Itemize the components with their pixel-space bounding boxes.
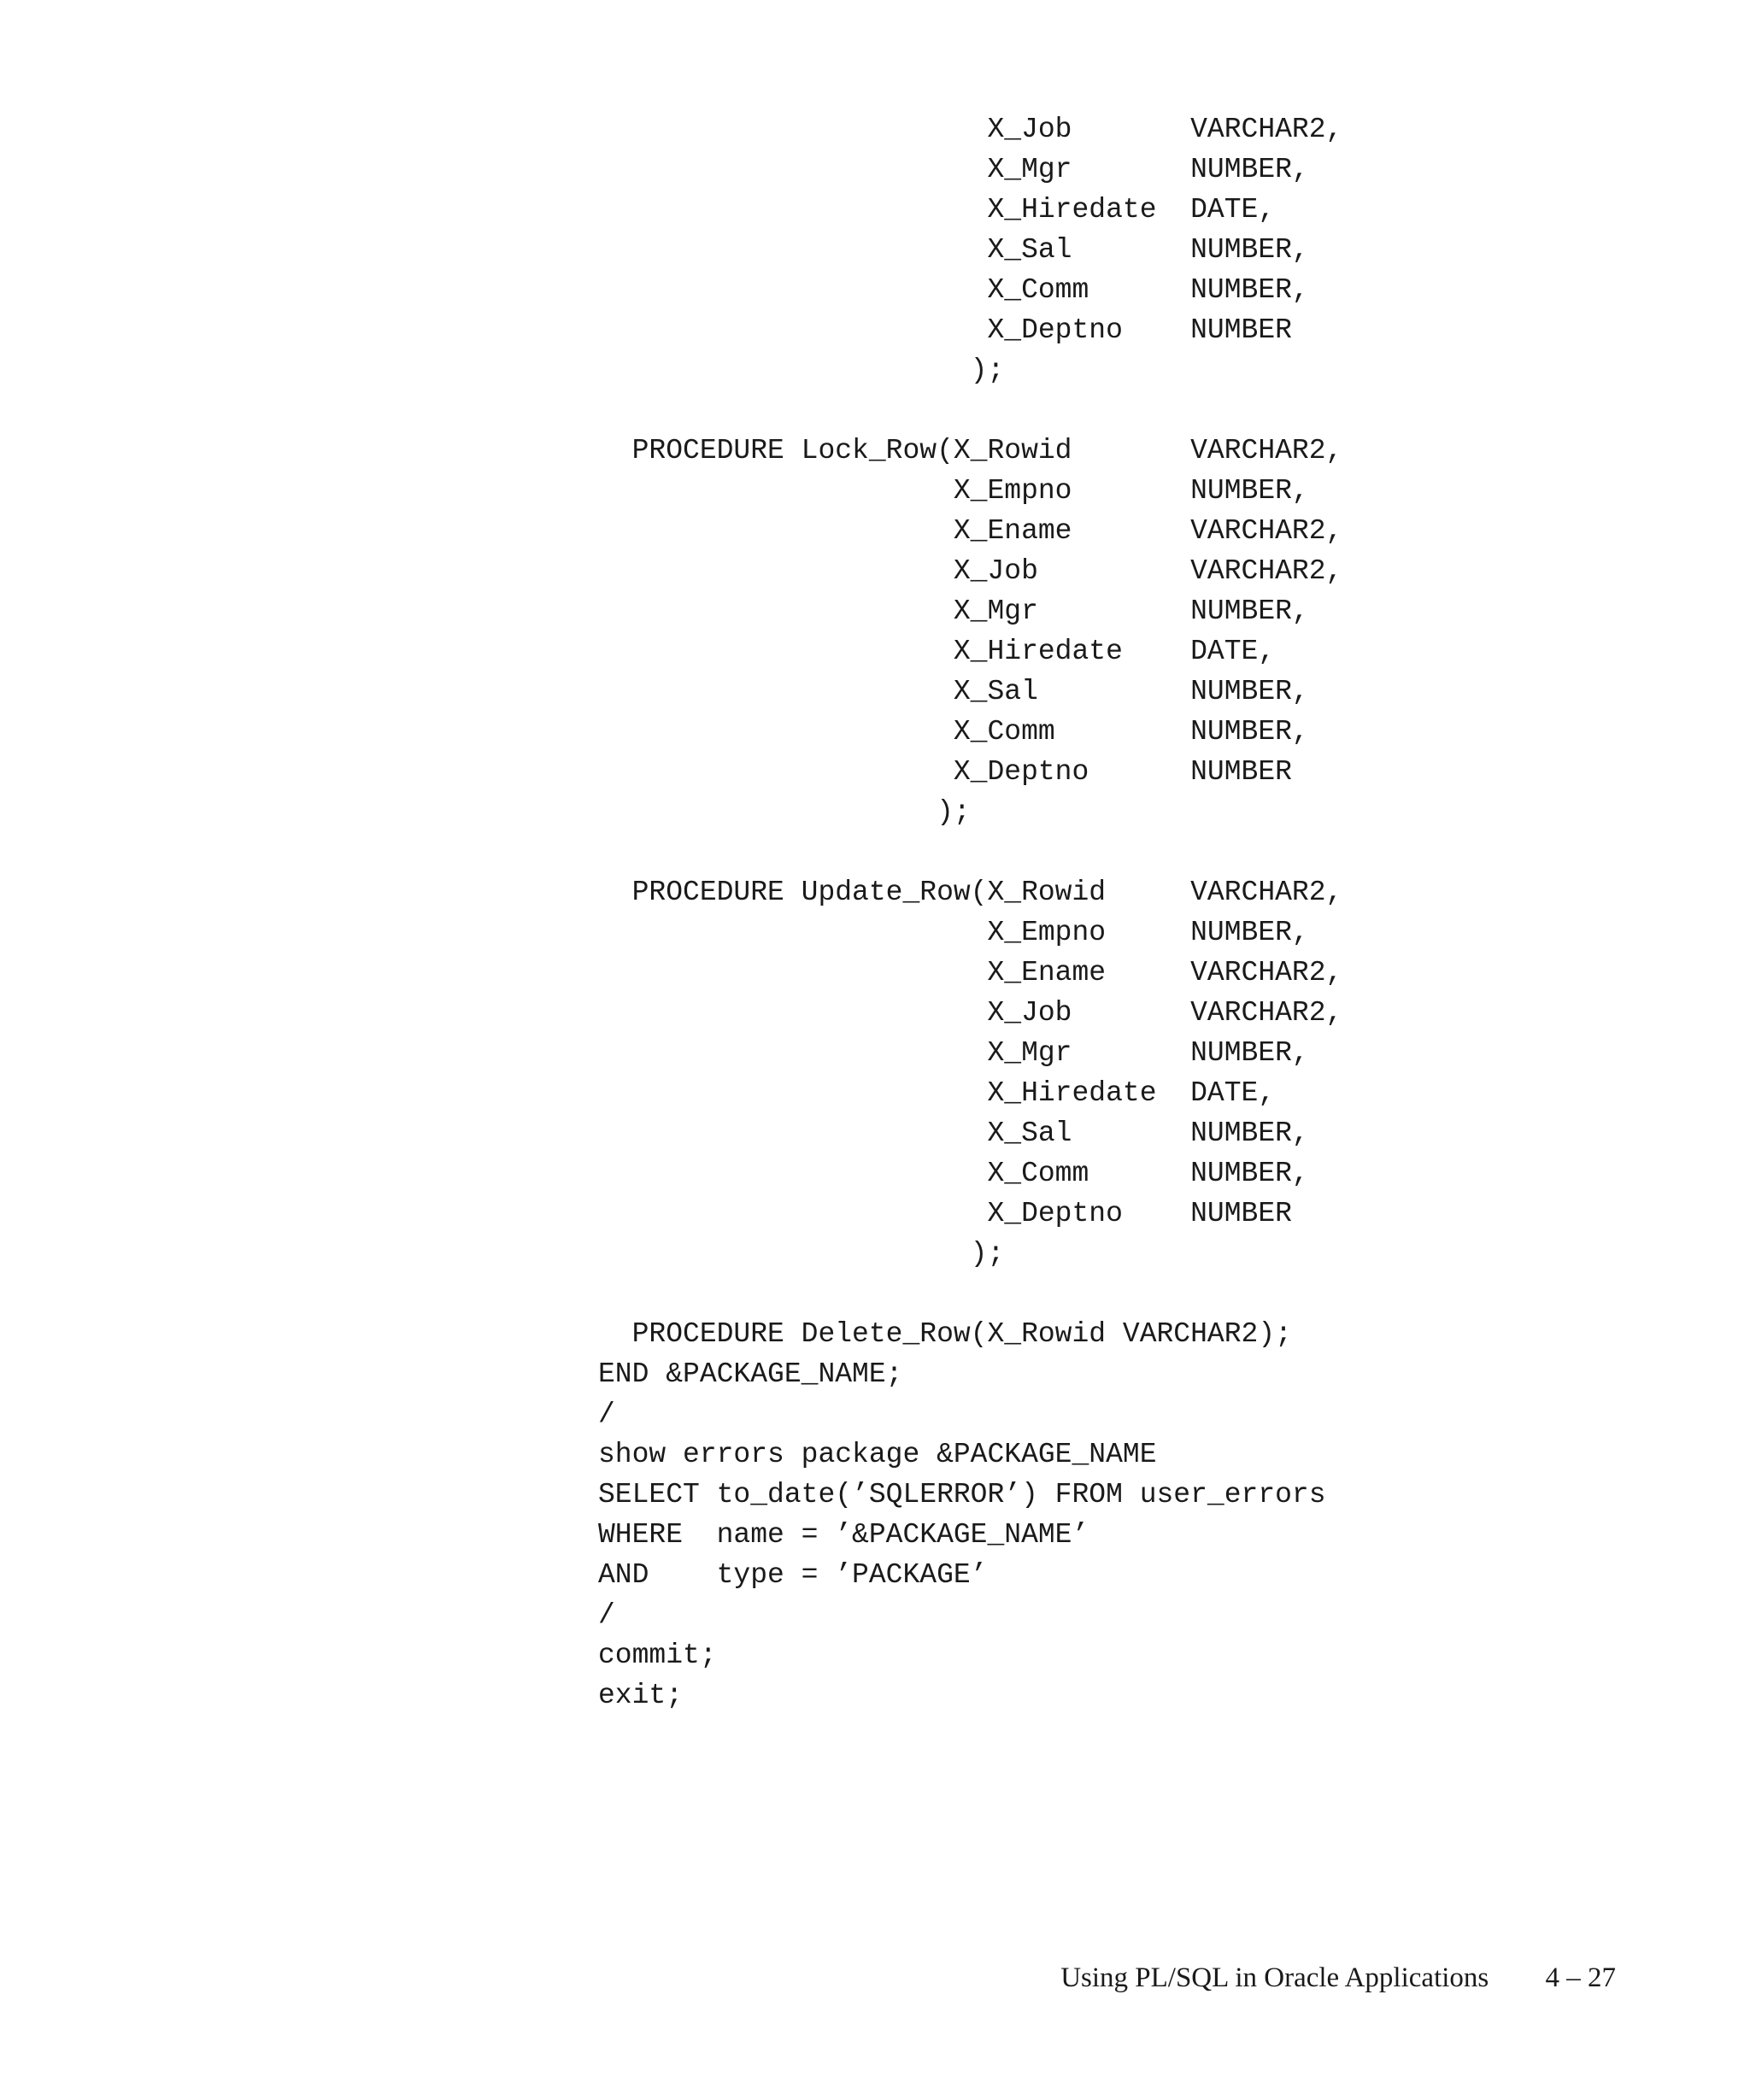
code-line (598, 1274, 1342, 1314)
code-line: PROCEDURE Update_Row(X_Rowid VARCHAR2, (598, 877, 1343, 908)
code-line: ); (598, 355, 1005, 386)
code-line: SELECT to_date(’SQLERROR’) FROM user_errors (598, 1479, 1326, 1510)
code-line: ); (598, 796, 971, 828)
code-line: X_Deptno NUMBER (598, 756, 1292, 788)
code-line: X_Job VARCHAR2, (598, 114, 1343, 145)
code-line: ); (598, 1238, 1005, 1270)
code-line: X_Job VARCHAR2, (598, 997, 1343, 1029)
code-line: X_Deptno NUMBER (598, 1198, 1292, 1229)
code-line: X_Ename VARCHAR2, (598, 957, 1343, 988)
code-line: exit; (598, 1680, 684, 1711)
code-listing (598, 109, 1342, 1716)
code-line: X_Empno NUMBER, (598, 917, 1309, 948)
code-line: X_Empno NUMBER, (598, 475, 1309, 507)
code-line: X_Deptno NUMBER (598, 314, 1292, 346)
code-line: commit; (598, 1640, 717, 1671)
code-line: X_Job VARCHAR2, (598, 555, 1343, 587)
code-line: X_Comm NUMBER, (598, 1158, 1309, 1189)
code-line: X_Hiredate DATE, (598, 636, 1276, 667)
footer-title: Using PL/SQL in Oracle Applications (1060, 1962, 1489, 1993)
code-line: END &PACKAGE_NAME; (598, 1358, 903, 1390)
code-line: X_Comm NUMBER, (598, 716, 1309, 748)
page-footer (1060, 1962, 1616, 1994)
code-line: PROCEDURE Lock_Row(X_Rowid VARCHAR2, (598, 435, 1343, 466)
code-line (598, 390, 1342, 431)
code-line: X_Ename VARCHAR2, (598, 515, 1343, 547)
code-line: X_Hiredate DATE, (598, 1077, 1276, 1109)
code-line: X_Mgr NUMBER, (598, 1037, 1309, 1069)
code-line: X_Mgr NUMBER, (598, 154, 1309, 185)
code-line: AND type = ’PACKAGE’ (598, 1559, 988, 1591)
code-line: show errors package &PACKAGE_NAME (598, 1439, 1157, 1470)
code-line: X_Sal NUMBER, (598, 676, 1309, 707)
code-line: WHERE name = ’&PACKAGE_NAME’ (598, 1519, 1089, 1551)
page-number: 4 – 27 (1545, 1962, 1616, 1993)
code-line: / (598, 1599, 615, 1631)
code-line: X_Mgr NUMBER, (598, 595, 1309, 627)
code-line: X_Sal NUMBER, (598, 1117, 1309, 1149)
code-line: PROCEDURE Delete_Row(X_Rowid VARCHAR2); (598, 1318, 1292, 1350)
code-line: X_Hiredate DATE, (598, 194, 1276, 226)
code-line: / (598, 1399, 615, 1430)
code-line: X_Comm NUMBER, (598, 274, 1309, 306)
code-line: X_Sal NUMBER, (598, 234, 1309, 266)
code-line (598, 832, 1342, 872)
